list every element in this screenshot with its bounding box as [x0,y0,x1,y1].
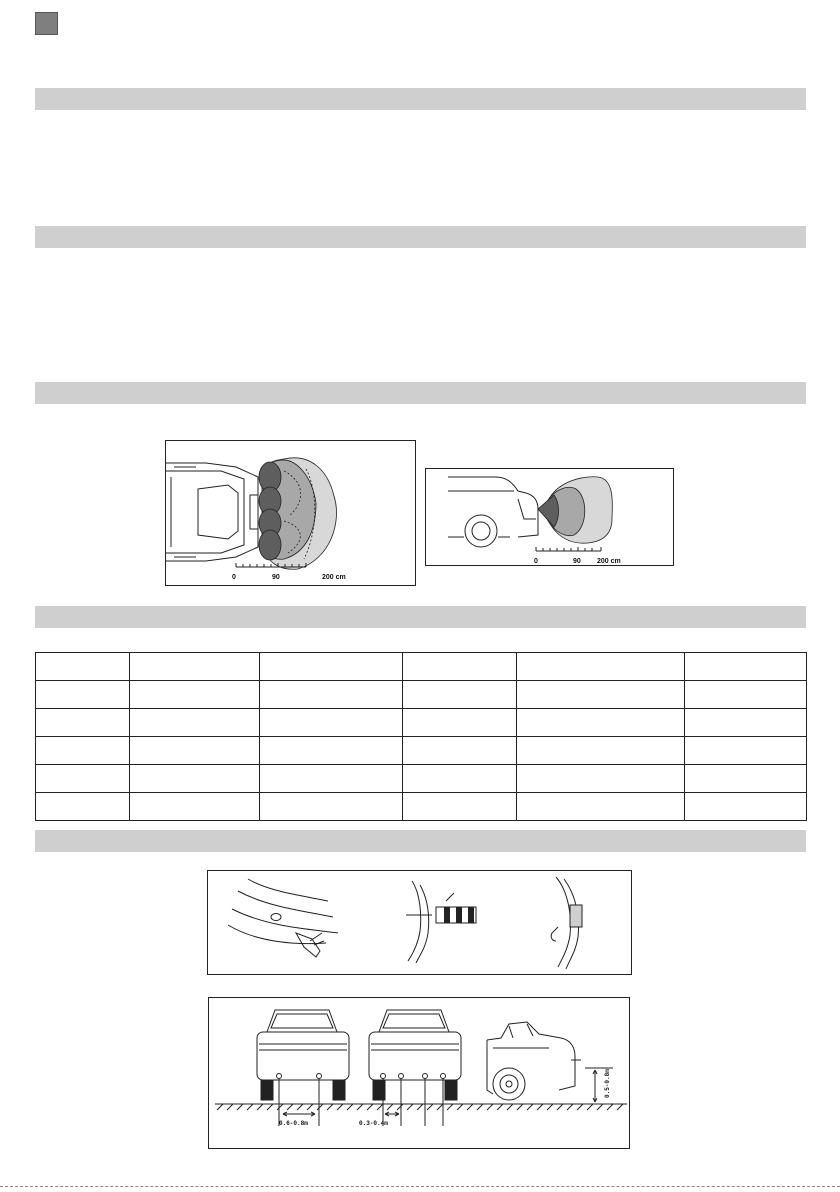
table-cell [260,653,403,681]
side-distance-scale [536,547,601,551]
car-side-profile [487,1022,581,1100]
table-cell [36,709,130,737]
page-bottom-rule [0,1186,840,1187]
table-cell [403,765,517,793]
installation-steps-figure [207,870,632,975]
two-sensor-spacing-label: 0.6-0.8m [279,1120,308,1127]
table-cell [685,737,807,765]
scale-label-end: 200 cm [322,574,346,581]
table-row [36,737,807,765]
scale-label-start: 0 [232,574,236,581]
table-cell [260,765,403,793]
table-cell [130,709,260,737]
table-row [36,681,807,709]
detection-top-view-figure [165,440,416,586]
table-cell [517,765,685,793]
car-rear-two-sensors [257,1010,349,1126]
table-cell [517,709,685,737]
table-cell [130,793,260,821]
table-cell [403,653,517,681]
table-cell [130,681,260,709]
table-cell [517,681,685,709]
side-scale-label-mid: 90 [573,558,581,565]
table-cell [685,709,807,737]
table-cell [403,793,517,821]
table-cell [130,765,260,793]
section-header-1 [35,88,806,110]
table-cell [260,737,403,765]
table-row [36,765,807,793]
table-cell [685,653,807,681]
detection-side-view-figure [425,468,674,566]
table-cell [36,681,130,709]
table-cell [685,765,807,793]
section-header-5 [35,830,806,852]
table-cell [403,737,517,765]
table-cell [260,681,403,709]
ground-hatching [215,1104,627,1110]
section-header-2 [35,226,806,248]
sensor-stripes [444,907,474,923]
table-cell [260,793,403,821]
table-cell [130,737,260,765]
table-cell [36,765,130,793]
table-cell [130,653,260,681]
table-cell [685,793,807,821]
detection-zones [259,458,336,569]
table-row [36,653,807,681]
section-header-4 [35,606,806,628]
car-side-view-illustration [448,477,538,547]
spec-table [35,652,807,821]
car-top-view-illustration [166,463,258,561]
table-cell [517,737,685,765]
sensor-placement-figure [208,997,630,1149]
table-cell [517,793,685,821]
section-header-3 [35,382,806,404]
page-marker-square [35,12,58,35]
table-cell [36,653,130,681]
table-cell [685,681,807,709]
sensor-insert-step-illustration [406,881,476,963]
mount-height-label: 0.5-0.8m [604,1069,611,1098]
table-row [36,793,807,821]
table-row [36,709,807,737]
table-cell [260,709,403,737]
table-cell [517,653,685,681]
table-cell [36,737,130,765]
table-cell [403,681,517,709]
drilling-step-illustration [228,879,338,957]
side-scale-label-end: 200 cm [597,558,621,565]
sensor-mounted-step-illustration [551,877,582,969]
scale-label-mid: 90 [272,574,280,581]
car-rear-four-sensors [369,1010,461,1126]
side-detection-zones [538,477,612,543]
four-sensor-spacing-label: 0.3-0.4m [359,1120,388,1127]
table-cell [36,793,130,821]
side-scale-label-start: 0 [534,558,538,565]
table-cell [403,709,517,737]
